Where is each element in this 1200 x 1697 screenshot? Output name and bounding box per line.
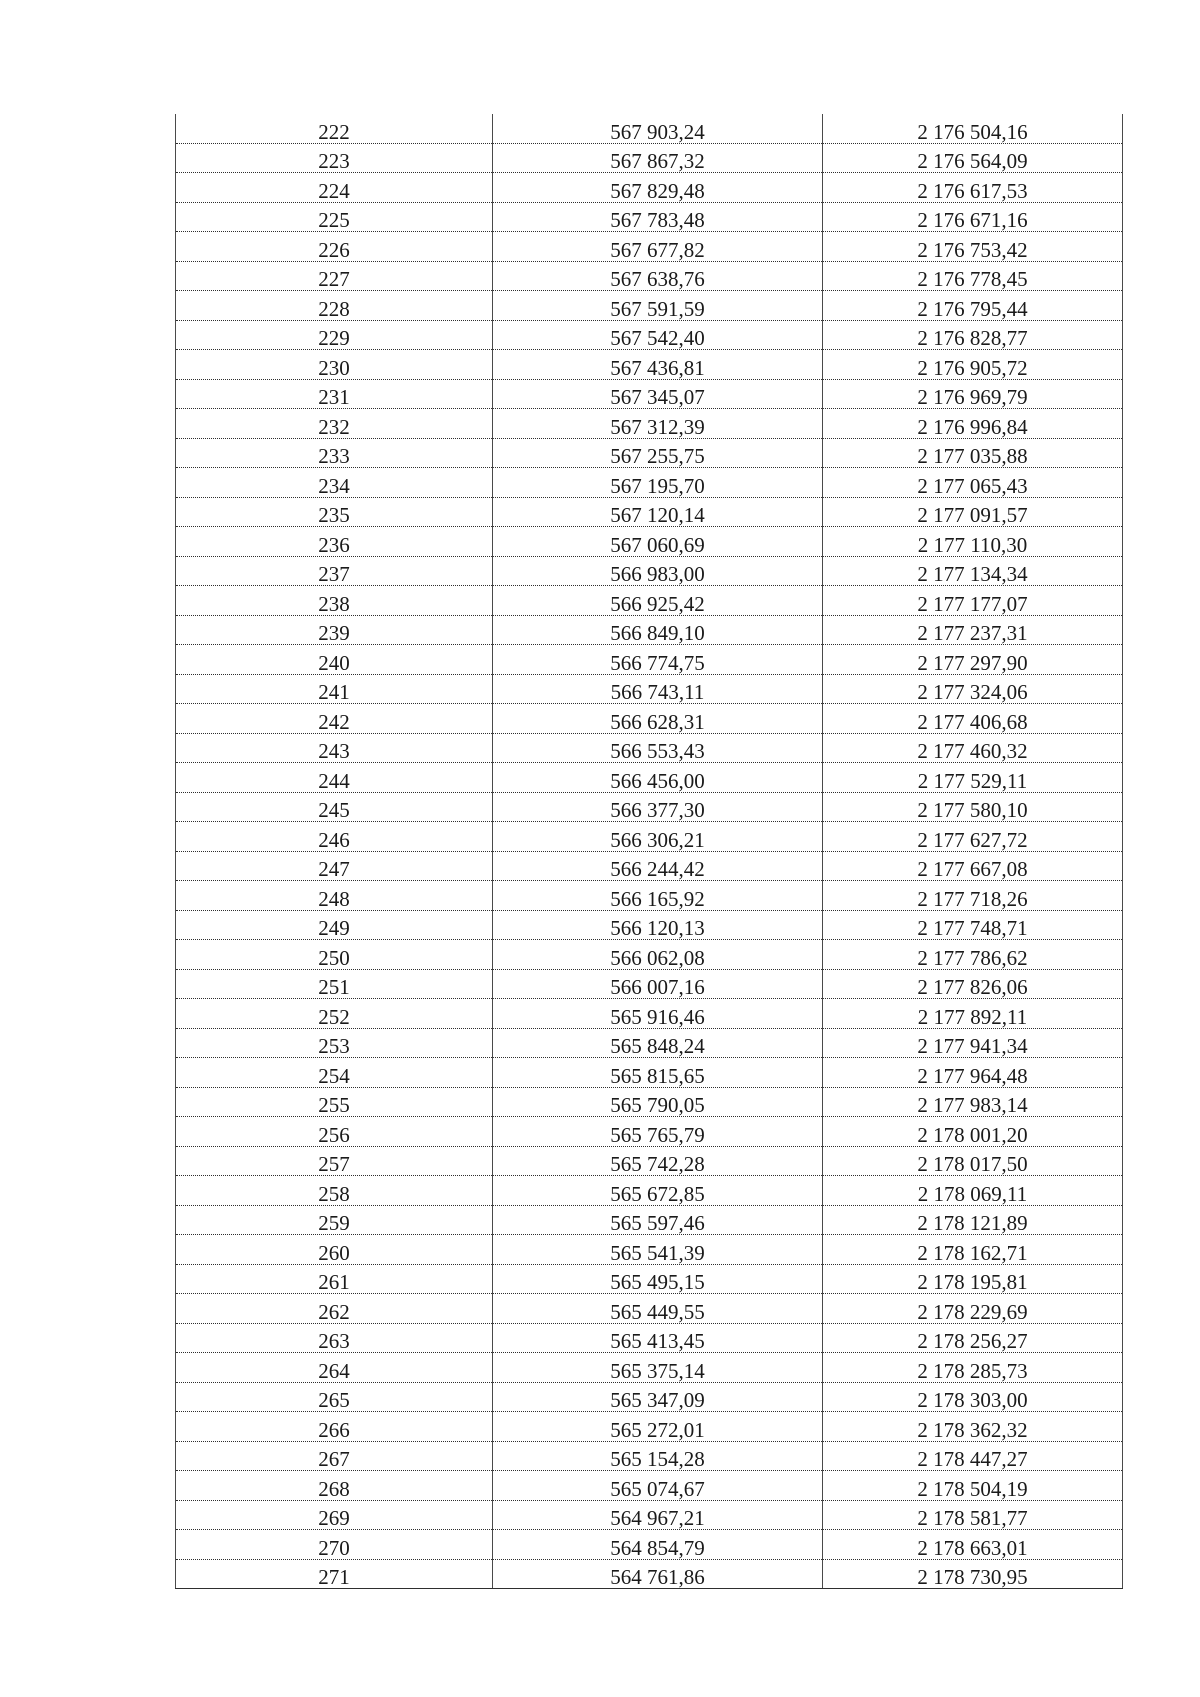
table-row <box>176 527 1123 557</box>
x-coordinate-cell: 567 060,69 <box>493 527 823 557</box>
y-coordinate-cell: 2 177 529,11 <box>823 763 1123 793</box>
point-number-cell: 262 <box>176 1294 493 1324</box>
table-row <box>176 143 1123 173</box>
table-row <box>176 320 1123 350</box>
point-number-cell: 249 <box>176 910 493 940</box>
y-coordinate-cell: 2 177 091,57 <box>823 497 1123 527</box>
x-coordinate-cell: 565 272,01 <box>493 1412 823 1442</box>
x-coordinate-cell: 566 628,31 <box>493 704 823 734</box>
point-number-cell: 239 <box>176 615 493 645</box>
y-coordinate-cell: 2 178 663,01 <box>823 1530 1123 1560</box>
y-coordinate-cell: 2 177 892,11 <box>823 999 1123 1029</box>
y-coordinate-cell: 2 177 134,34 <box>823 556 1123 586</box>
point-number-cell: 228 <box>176 291 493 321</box>
x-coordinate-cell: 566 983,00 <box>493 556 823 586</box>
y-coordinate-cell: 2 177 297,90 <box>823 645 1123 675</box>
point-number-cell: 246 <box>176 822 493 852</box>
point-number-cell: 244 <box>176 763 493 793</box>
x-coordinate-cell: 565 449,55 <box>493 1294 823 1324</box>
point-number-cell: 254 <box>176 1058 493 1088</box>
point-number-cell: 257 <box>176 1146 493 1176</box>
point-number-cell: 269 <box>176 1500 493 1530</box>
point-number-cell: 225 <box>176 202 493 232</box>
x-coordinate-cell: 567 638,76 <box>493 261 823 291</box>
y-coordinate-cell: 2 177 065,43 <box>823 468 1123 498</box>
point-number-cell: 224 <box>176 173 493 203</box>
point-number-cell: 229 <box>176 320 493 350</box>
table-row <box>176 1471 1123 1501</box>
y-coordinate-cell: 2 176 969,79 <box>823 379 1123 409</box>
point-number-cell: 264 <box>176 1353 493 1383</box>
y-coordinate-cell: 2 178 362,32 <box>823 1412 1123 1442</box>
table-row <box>176 1087 1123 1117</box>
table-row <box>176 615 1123 645</box>
table-row <box>176 1117 1123 1147</box>
y-coordinate-cell: 2 177 627,72 <box>823 822 1123 852</box>
y-coordinate-cell: 2 177 983,14 <box>823 1087 1123 1117</box>
x-coordinate-cell: 565 413,45 <box>493 1323 823 1353</box>
table-row <box>176 1559 1123 1589</box>
x-coordinate-cell: 566 007,16 <box>493 969 823 999</box>
coordinates-table <box>175 114 1123 1589</box>
x-coordinate-cell: 565 154,28 <box>493 1441 823 1471</box>
y-coordinate-cell: 2 176 504,16 <box>823 114 1123 143</box>
y-coordinate-cell: 2 177 964,48 <box>823 1058 1123 1088</box>
y-coordinate-cell: 2 177 718,26 <box>823 881 1123 911</box>
table-row <box>176 468 1123 498</box>
table-row <box>176 1412 1123 1442</box>
y-coordinate-cell: 2 177 580,10 <box>823 792 1123 822</box>
y-coordinate-cell: 2 177 667,08 <box>823 851 1123 881</box>
y-coordinate-cell: 2 178 730,95 <box>823 1559 1123 1589</box>
table-row <box>176 822 1123 852</box>
point-number-cell: 252 <box>176 999 493 1029</box>
point-number-cell: 256 <box>176 1117 493 1147</box>
x-coordinate-cell: 565 597,46 <box>493 1205 823 1235</box>
point-number-cell: 240 <box>176 645 493 675</box>
table-row <box>176 1382 1123 1412</box>
table-row <box>176 733 1123 763</box>
table-row <box>176 910 1123 940</box>
point-number-cell: 243 <box>176 733 493 763</box>
x-coordinate-cell: 566 743,11 <box>493 674 823 704</box>
y-coordinate-cell: 2 176 996,84 <box>823 409 1123 439</box>
x-coordinate-cell: 565 916,46 <box>493 999 823 1029</box>
table-row <box>176 1146 1123 1176</box>
point-number-cell: 266 <box>176 1412 493 1442</box>
point-number-cell: 260 <box>176 1235 493 1265</box>
point-number-cell: 235 <box>176 497 493 527</box>
x-coordinate-cell: 564 854,79 <box>493 1530 823 1560</box>
table-row <box>176 379 1123 409</box>
x-coordinate-cell: 565 790,05 <box>493 1087 823 1117</box>
table-row <box>176 881 1123 911</box>
table-row <box>176 173 1123 203</box>
table-row <box>176 645 1123 675</box>
y-coordinate-cell: 2 178 303,00 <box>823 1382 1123 1412</box>
y-coordinate-cell: 2 177 786,62 <box>823 940 1123 970</box>
x-coordinate-cell: 565 541,39 <box>493 1235 823 1265</box>
y-coordinate-cell: 2 177 460,32 <box>823 733 1123 763</box>
y-coordinate-cell: 2 176 778,45 <box>823 261 1123 291</box>
y-coordinate-cell: 2 177 826,06 <box>823 969 1123 999</box>
table-row <box>176 232 1123 262</box>
y-coordinate-cell: 2 177 406,68 <box>823 704 1123 734</box>
point-number-cell: 251 <box>176 969 493 999</box>
x-coordinate-cell: 567 783,48 <box>493 202 823 232</box>
point-number-cell: 237 <box>176 556 493 586</box>
table-row <box>176 497 1123 527</box>
table-row <box>176 350 1123 380</box>
point-number-cell: 238 <box>176 586 493 616</box>
y-coordinate-cell: 2 178 195,81 <box>823 1264 1123 1294</box>
x-coordinate-cell: 567 120,14 <box>493 497 823 527</box>
point-number-cell: 234 <box>176 468 493 498</box>
y-coordinate-cell: 2 176 564,09 <box>823 143 1123 173</box>
x-coordinate-cell: 565 375,14 <box>493 1353 823 1383</box>
table-row <box>176 704 1123 734</box>
coordinates-table-body <box>176 114 1123 1589</box>
x-coordinate-cell: 566 377,30 <box>493 792 823 822</box>
point-number-cell: 253 <box>176 1028 493 1058</box>
y-coordinate-cell: 2 177 941,34 <box>823 1028 1123 1058</box>
x-coordinate-cell: 567 829,48 <box>493 173 823 203</box>
point-number-cell: 268 <box>176 1471 493 1501</box>
x-coordinate-cell: 564 761,86 <box>493 1559 823 1589</box>
point-number-cell: 270 <box>176 1530 493 1560</box>
point-number-cell: 258 <box>176 1176 493 1206</box>
x-coordinate-cell: 566 244,42 <box>493 851 823 881</box>
x-coordinate-cell: 565 742,28 <box>493 1146 823 1176</box>
y-coordinate-cell: 2 178 285,73 <box>823 1353 1123 1383</box>
x-coordinate-cell: 566 306,21 <box>493 822 823 852</box>
table-row <box>176 1235 1123 1265</box>
x-coordinate-cell: 566 456,00 <box>493 763 823 793</box>
table-row <box>176 792 1123 822</box>
table-row <box>176 1028 1123 1058</box>
table-row <box>176 1176 1123 1206</box>
point-number-cell: 242 <box>176 704 493 734</box>
point-number-cell: 245 <box>176 792 493 822</box>
table-row <box>176 1500 1123 1530</box>
table-row <box>176 763 1123 793</box>
y-coordinate-cell: 2 177 324,06 <box>823 674 1123 704</box>
x-coordinate-cell: 567 867,32 <box>493 143 823 173</box>
x-coordinate-cell: 566 849,10 <box>493 615 823 645</box>
x-coordinate-cell: 566 120,13 <box>493 910 823 940</box>
x-coordinate-cell: 566 925,42 <box>493 586 823 616</box>
x-coordinate-cell: 565 074,67 <box>493 1471 823 1501</box>
point-number-cell: 223 <box>176 143 493 173</box>
point-number-cell: 222 <box>176 114 493 143</box>
x-coordinate-cell: 566 062,08 <box>493 940 823 970</box>
point-number-cell: 259 <box>176 1205 493 1235</box>
x-coordinate-cell: 567 195,70 <box>493 468 823 498</box>
x-coordinate-cell: 566 553,43 <box>493 733 823 763</box>
y-coordinate-cell: 2 176 671,16 <box>823 202 1123 232</box>
y-coordinate-cell: 2 178 256,27 <box>823 1323 1123 1353</box>
y-coordinate-cell: 2 177 748,71 <box>823 910 1123 940</box>
table-row <box>176 586 1123 616</box>
point-number-cell: 226 <box>176 232 493 262</box>
y-coordinate-cell: 2 176 828,77 <box>823 320 1123 350</box>
y-coordinate-cell: 2 176 795,44 <box>823 291 1123 321</box>
x-coordinate-cell: 565 495,15 <box>493 1264 823 1294</box>
point-number-cell: 247 <box>176 851 493 881</box>
table-row <box>176 999 1123 1029</box>
table-row <box>176 1205 1123 1235</box>
table-row <box>176 1530 1123 1560</box>
x-coordinate-cell: 567 903,24 <box>493 114 823 143</box>
table-row <box>176 1323 1123 1353</box>
point-number-cell: 227 <box>176 261 493 291</box>
table-row <box>176 940 1123 970</box>
y-coordinate-cell: 2 178 447,27 <box>823 1441 1123 1471</box>
y-coordinate-cell: 2 178 229,69 <box>823 1294 1123 1324</box>
table-row <box>176 556 1123 586</box>
x-coordinate-cell: 565 347,09 <box>493 1382 823 1412</box>
table-row <box>176 674 1123 704</box>
x-coordinate-cell: 565 765,79 <box>493 1117 823 1147</box>
point-number-cell: 232 <box>176 409 493 439</box>
x-coordinate-cell: 567 312,39 <box>493 409 823 439</box>
y-coordinate-cell: 2 178 581,77 <box>823 1500 1123 1530</box>
x-coordinate-cell: 567 542,40 <box>493 320 823 350</box>
x-coordinate-cell: 565 815,65 <box>493 1058 823 1088</box>
x-coordinate-cell: 567 255,75 <box>493 438 823 468</box>
table-row <box>176 409 1123 439</box>
table-row <box>176 969 1123 999</box>
y-coordinate-cell: 2 178 121,89 <box>823 1205 1123 1235</box>
point-number-cell: 230 <box>176 350 493 380</box>
table-row <box>176 291 1123 321</box>
y-coordinate-cell: 2 178 069,11 <box>823 1176 1123 1206</box>
table-row <box>176 261 1123 291</box>
y-coordinate-cell: 2 178 017,50 <box>823 1146 1123 1176</box>
y-coordinate-cell: 2 177 110,30 <box>823 527 1123 557</box>
table-row <box>176 1441 1123 1471</box>
table-row <box>176 1294 1123 1324</box>
table-row <box>176 202 1123 232</box>
x-coordinate-cell: 567 591,59 <box>493 291 823 321</box>
x-coordinate-cell: 566 774,75 <box>493 645 823 675</box>
table-row <box>176 1264 1123 1294</box>
point-number-cell: 265 <box>176 1382 493 1412</box>
y-coordinate-cell: 2 177 237,31 <box>823 615 1123 645</box>
y-coordinate-cell: 2 178 001,20 <box>823 1117 1123 1147</box>
point-number-cell: 263 <box>176 1323 493 1353</box>
x-coordinate-cell: 565 848,24 <box>493 1028 823 1058</box>
y-coordinate-cell: 2 176 753,42 <box>823 232 1123 262</box>
point-number-cell: 236 <box>176 527 493 557</box>
x-coordinate-cell: 564 967,21 <box>493 1500 823 1530</box>
x-coordinate-cell: 567 677,82 <box>493 232 823 262</box>
table-row <box>176 851 1123 881</box>
point-number-cell: 241 <box>176 674 493 704</box>
table-row <box>176 1353 1123 1383</box>
x-coordinate-cell: 567 436,81 <box>493 350 823 380</box>
table-row <box>176 438 1123 468</box>
point-number-cell: 261 <box>176 1264 493 1294</box>
point-number-cell: 271 <box>176 1559 493 1589</box>
point-number-cell: 233 <box>176 438 493 468</box>
table-row <box>176 114 1123 143</box>
y-coordinate-cell: 2 178 504,19 <box>823 1471 1123 1501</box>
y-coordinate-cell: 2 176 617,53 <box>823 173 1123 203</box>
x-coordinate-cell: 567 345,07 <box>493 379 823 409</box>
point-number-cell: 267 <box>176 1441 493 1471</box>
point-number-cell: 250 <box>176 940 493 970</box>
table-row <box>176 1058 1123 1088</box>
x-coordinate-cell: 566 165,92 <box>493 881 823 911</box>
point-number-cell: 248 <box>176 881 493 911</box>
point-number-cell: 255 <box>176 1087 493 1117</box>
x-coordinate-cell: 565 672,85 <box>493 1176 823 1206</box>
y-coordinate-cell: 2 177 177,07 <box>823 586 1123 616</box>
y-coordinate-cell: 2 178 162,71 <box>823 1235 1123 1265</box>
y-coordinate-cell: 2 177 035,88 <box>823 438 1123 468</box>
y-coordinate-cell: 2 176 905,72 <box>823 350 1123 380</box>
point-number-cell: 231 <box>176 379 493 409</box>
